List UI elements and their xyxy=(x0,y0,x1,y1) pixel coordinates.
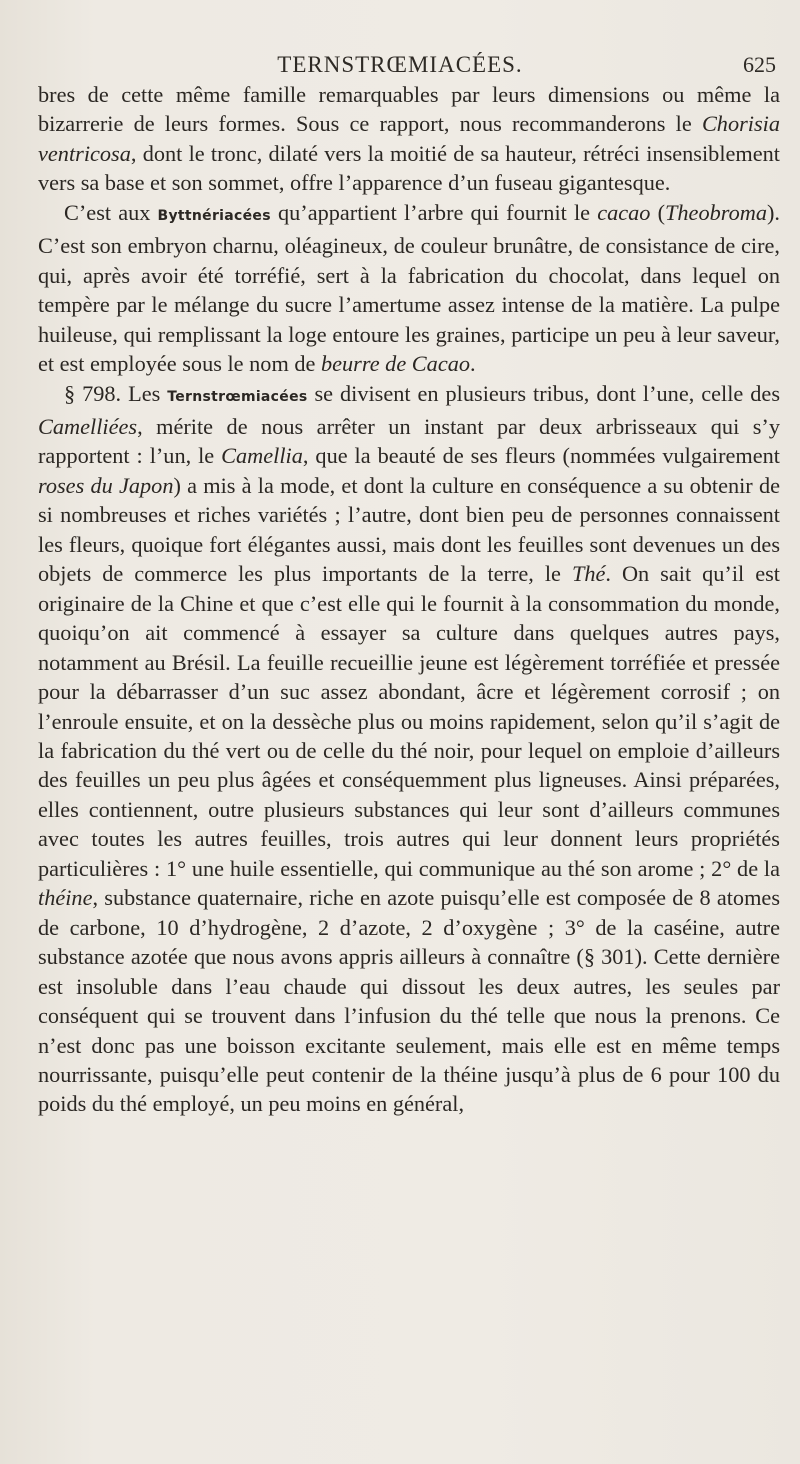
italic-term: Camelliées xyxy=(38,413,138,439)
text-run: C’est aux xyxy=(64,199,158,225)
paragraph xyxy=(38,80,780,198)
italic-term: Camellia xyxy=(221,443,303,469)
paragraph xyxy=(38,198,780,379)
text-run: , mérite de nous arrêter un instant par deux arbrisseaux qui s’y rapportent : l’un, le xyxy=(38,413,780,469)
text-run: bres de cette même famille remarquables par leurs dimensions ou même la bizarrerie de leurs formes. Sous ce rapport, nous recommanderons le xyxy=(38,82,780,137)
italic-term: Chorisia ventricosa xyxy=(38,111,780,166)
italic-term: cacao xyxy=(597,199,651,225)
italic-term: roses du Japon xyxy=(38,472,174,498)
body-text xyxy=(38,80,780,1119)
page-header xyxy=(0,52,800,82)
running-title: TERNSTRŒMIACÉES. xyxy=(277,52,523,77)
text-run: qu’appartient l’arbre qui fournit le xyxy=(270,199,598,225)
text-run: , que la beauté de ses fleurs (nommées vulgairement xyxy=(302,443,780,469)
text-run: § 798. Les xyxy=(64,380,168,406)
text-run: , dont le tronc, dilaté vers la moitié de sa hauteur, rétréci insensiblement vers sa base et son sommet, offre l’apparence d’un fuseau gigantesque. xyxy=(38,140,780,196)
text-run: ). C’est son embryon charnu, oléagineux, de couleur brunâtre, de consistance de cire, qui, après avoir été torréfié, sert à la fabrication du chocolat, dans lequel on tempère par le mélange du sucre l’amertume assez intense de la matière. La pulpe huileuse, qui remplissant la loge entoure les graines, participe un peu à leur saveur, et est employée sous le nom de xyxy=(38,199,780,377)
text-run: ( xyxy=(650,199,665,225)
italic-term: beurre de Cacao xyxy=(320,351,471,377)
text-run: ) a mis à la mode, et dont la culture en conséquence a su obtenir de si nombreuses et riches variétés ; l’autre, dont bien peu de personnes connaissent les fleurs, quoique fort élégantes aussi, mais dont les feuilles sont devenues un des objets de commerce les plus importants de la terre, le xyxy=(38,472,780,587)
text-run: . xyxy=(470,351,476,377)
family-name: Ternstrœmiacées xyxy=(167,388,308,405)
text-run: . On sait qu’il est originaire de la Chine et que c’est elle qui le fournit à la consommation du monde, quoiqu’on ait commencé à essayer sa culture dans quelques autres pays, notamment au Brésil. La feuille recueillie jeune est légèrement torréfiée et pressée pour la débarrasser d’un suc assez abondant, âcre et légèrement corrosif ; on l’enroule ensuite, et on la dessèche plus ou moins rapidement, selon qu’il s’agit de la fabrication du thé vert ou de celle du thé noir, pour lequel on emploie d’ailleurs des feuilles un peu plus âgées et conséquemment plus ligneuses. Ainsi préparées, elles contiennent, outre plusieurs substances qui leur sont d’ailleurs communes avec toutes les autres feuilles, trois autres qui leur donnent leurs propriétés particulières : 1° une huile essentielle, qui communique au thé son arome ; 2° de la xyxy=(38,561,780,881)
family-name: Byttnériacées xyxy=(157,207,271,224)
paragraph xyxy=(38,379,780,1119)
text-run: se divisent en plusieurs tribus, dont l’une, celle des xyxy=(307,380,781,406)
page-number: 625 xyxy=(743,52,776,77)
italic-term: théine xyxy=(38,885,93,911)
italic-term: Theobroma xyxy=(665,199,767,225)
text-run: , substance quaternaire, riche en azote puisqu’elle est composée de 8 atomes de carbone, 10 d’hydrogène, 2 d’azote, 2 d’oxygène ; 3° de la caséine, autre substance azotée que nous avons appris ailleurs à connaître (§ 301). Cette dernière est insoluble dans l’eau chaude qui dissout les deux autres, les seules par conséquent qui se trouvent dans l’infusion du thé telle que nous la prenons. Ce n’est donc pas une boisson excitante seulement, mais elle est en même temps nourrissante, puisqu’elle peut contenir de la théine jusqu’à plus de 6 pour 100 du poids du thé employé, un peu moins en général, xyxy=(38,885,780,1117)
italic-term: Thé xyxy=(571,561,606,587)
